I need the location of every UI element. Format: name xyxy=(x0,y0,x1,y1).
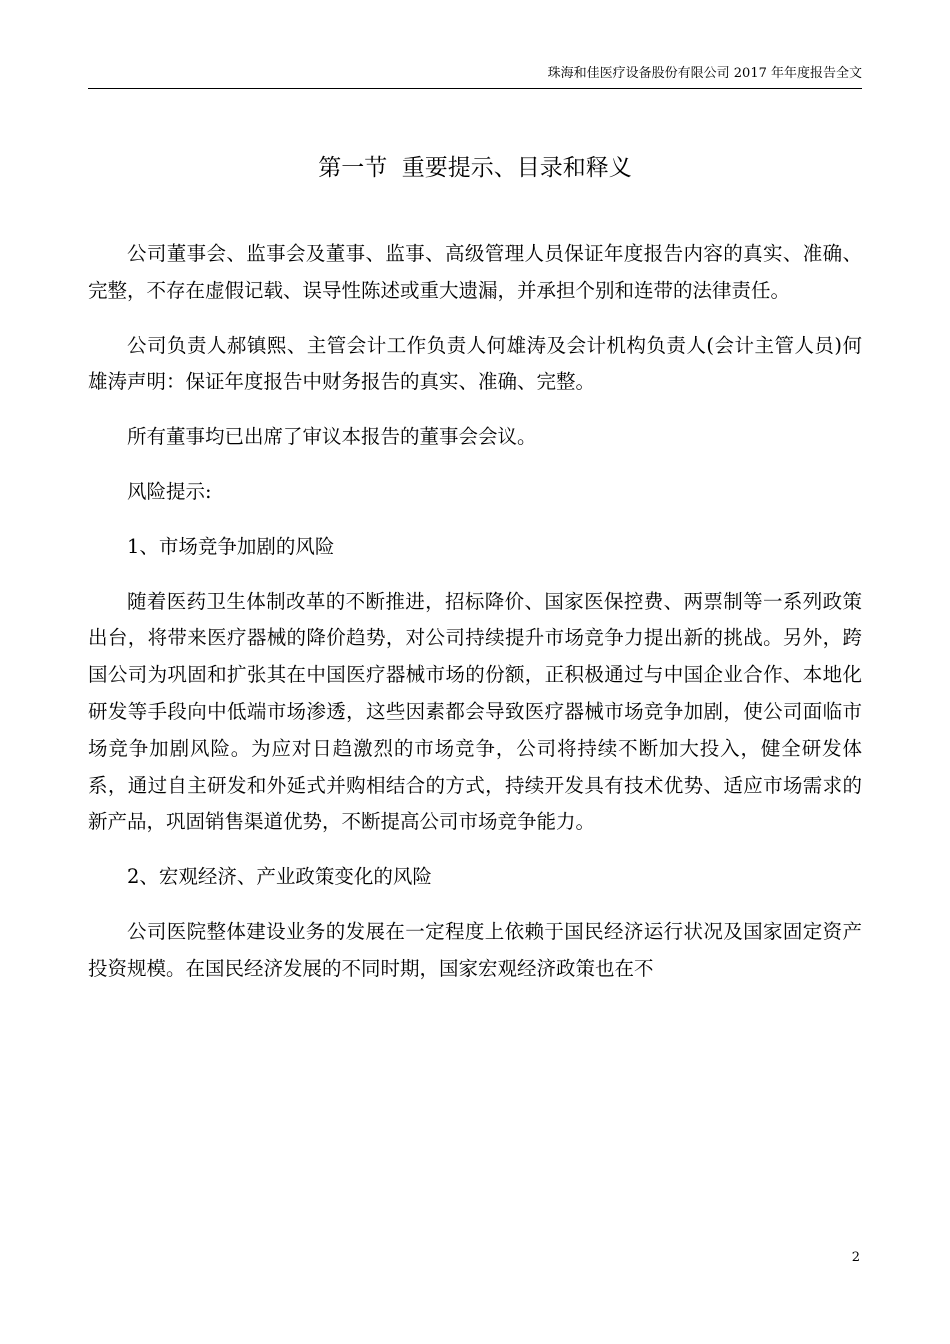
paragraph-macro-policy-risk: 公司医院整体建设业务的发展在一定程度上依赖于国民经济运行状况及国家固定资产投资规模。在国民经济发展的不同时期，国家宏观经济政策也在不 xyxy=(88,919,862,980)
paragraph-responsible-persons-statement: 公司负责人郝镇熙、主管会计工作负责人何雄涛及会计机构负责人(会计主管人员)何雄涛声明：保证年度报告中财务报告的真实、准确、完整。 xyxy=(88,333,862,394)
section-title: 第一节 重要提示、目录和释义 xyxy=(318,155,632,181)
header-company-report-title: 珠海和佳医疗设备股份有限公司 2017 年年度报告全文 xyxy=(547,66,862,81)
page-header xyxy=(88,62,862,89)
heading-risk-notice: 风险提示: xyxy=(127,479,212,503)
paragraph-directors-attendance: 所有董事均已出席了审议本报告的董事会会议。 xyxy=(127,425,537,449)
page-number: 2 xyxy=(851,1250,860,1265)
paragraph-board-guarantee: 公司董事会、监事会及董事、监事、高级管理人员保证年度报告内容的真实、准确、完整，不存在虚假记载、误导性陈述或重大遗漏，并承担个别和连带的法律责任。 xyxy=(88,242,862,302)
heading-market-competition-risk: 1、市场竞争加剧的风险 xyxy=(127,534,335,558)
heading-macro-policy-risk: 2、宏观经济、产业政策变化的风险 xyxy=(127,865,432,889)
paragraph-market-competition-risk: 随着医药卫生体制改革的不断推进，招标降价、国家医保控费、两票制等一系列政策出台，将带来医疗器械的降价趋势，对公司持续提升市场竞争力提出新的挑战。另外，跨国公司为巩固和扩张其在中国医疗器械市场的份额，正积极通过与中国企业合作、本地化研发等手段向中低端市场渗透，这些因素都会导致医疗器械市场竞争加剧，使公司面临市场竞争加剧风险。为应对日趋激烈的市场竞争，公司将持续不断加大投入，健全研发体系，通过自主研发和外延式并购相结合的方式，持续开发具有技术优势、适应市场需求的新产品，巩固销售渠道优势，不断提高公司市场竞争能力。 xyxy=(88,589,862,834)
document-body xyxy=(88,236,862,1006)
